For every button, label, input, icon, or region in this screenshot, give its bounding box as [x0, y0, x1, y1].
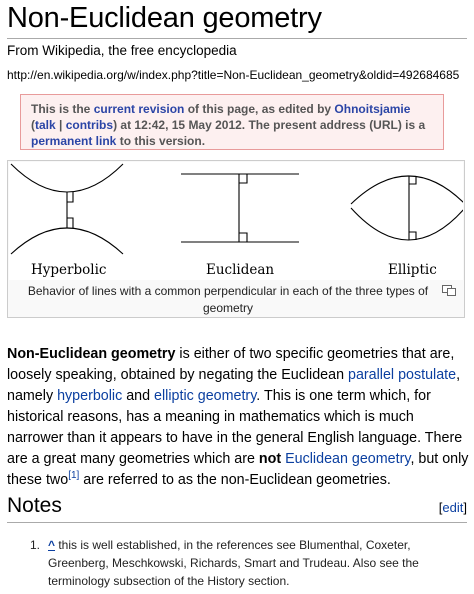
intro-text: . This is one term which, for historical reasons, has a meaning in mathematics which is much narrower than it appears to have in the general English language. There are a great many geometries which are — [7, 388, 463, 467]
intro-text: is either of two specific geometries that are, loosely speaking, obtained by negating the Euclidean — [7, 346, 455, 383]
hyperbolic-label: Hyperbolic — [31, 262, 107, 278]
notes-edit — [439, 500, 467, 515]
note-text: this is well established, in the references see Blumenthal, Coxeter, Greenberg, Meschkowski, Richards, Smart and Trudeau. Also see the terminology subsection of the History section. — [48, 538, 419, 588]
euclidean-label: Euclidean — [206, 262, 275, 278]
current-revision-link[interactable]: current revision — [93, 102, 185, 116]
notes-edit-link[interactable]: edit — [442, 500, 464, 515]
euclidean-geometry-link[interactable]: Euclidean geometry — [285, 451, 411, 467]
intro-text: are referred to as the non-Euclidean geometries. — [79, 472, 391, 488]
hyperbolic-right-angle-top — [67, 192, 73, 202]
figure-thumbnail — [7, 160, 465, 318]
geometry-diagram[interactable] — [9, 162, 463, 280]
intro-text: , but only these two — [7, 451, 469, 488]
site-subtitle: From Wikipedia, the free encyclopedia — [7, 43, 237, 58]
title-divider — [7, 38, 467, 39]
hyperbolic-right-angle-bottom — [67, 218, 73, 228]
elliptic-right-angle-bottom — [409, 232, 416, 240]
elliptic-geometry-link[interactable]: elliptic geometry — [154, 388, 257, 404]
hyperbolic-upper-curve — [11, 164, 123, 192]
note-backlink[interactable]: ^ — [48, 538, 56, 552]
hyperbolic-lower-curve — [11, 228, 123, 254]
hyperbolic-link[interactable]: hyperbolic — [57, 388, 123, 404]
revision-notice — [20, 94, 444, 150]
elliptic-lower-curve — [351, 208, 463, 240]
intro-bold-term: Non-Euclidean geometry — [7, 346, 176, 362]
magnify-clip-icon[interactable] — [442, 285, 456, 296]
elliptic-right-angle-top — [409, 176, 416, 184]
user-link[interactable]: Ohnoitsjamie — [334, 102, 411, 116]
elliptic-label: Elliptic — [388, 262, 437, 278]
reference-1-link[interactable]: [1] — [68, 470, 80, 482]
edit-bracket: [ — [438, 500, 443, 515]
figure-caption: Behavior of lines with a common perpendicular in each of the three types of geometry — [27, 284, 429, 315]
contribs-link[interactable]: contribs — [65, 118, 114, 132]
parallel-postulate-link[interactable]: parallel postulate — [348, 367, 457, 383]
euclidean-right-angle-top — [239, 174, 247, 183]
intro-text: and — [122, 388, 155, 404]
revision-text: to this version. — [116, 134, 206, 148]
revision-text: This is the — [31, 102, 94, 116]
intro-paragraph — [7, 344, 469, 491]
talk-link[interactable]: talk — [35, 118, 56, 132]
intro-text: , namely — [7, 367, 461, 404]
revision-text: of this page, as edited by — [184, 102, 335, 116]
page-title: Non-Euclidean geometry — [7, 2, 322, 34]
revision-text: | — [55, 118, 66, 132]
notes-divider — [7, 522, 467, 523]
notes-heading: Notes — [7, 494, 62, 517]
page-url: http://en.wikipedia.org/w/index.php?title=Non-Euclidean_geometry&oldid=492684685 — [7, 68, 460, 82]
note-number: 1. — [30, 538, 41, 552]
revision-text: ) at 12:42, 15 May 2012. The present address (URL) is a — [113, 118, 426, 132]
edit-bracket: ] — [463, 500, 467, 515]
elliptic-upper-curve — [351, 176, 463, 204]
intro-bold-not: not — [258, 451, 282, 467]
permanent-link[interactable]: permanent link — [31, 134, 117, 148]
euclidean-right-angle-bottom — [239, 233, 247, 242]
note-item — [30, 536, 460, 590]
revision-text: ( — [31, 118, 35, 132]
